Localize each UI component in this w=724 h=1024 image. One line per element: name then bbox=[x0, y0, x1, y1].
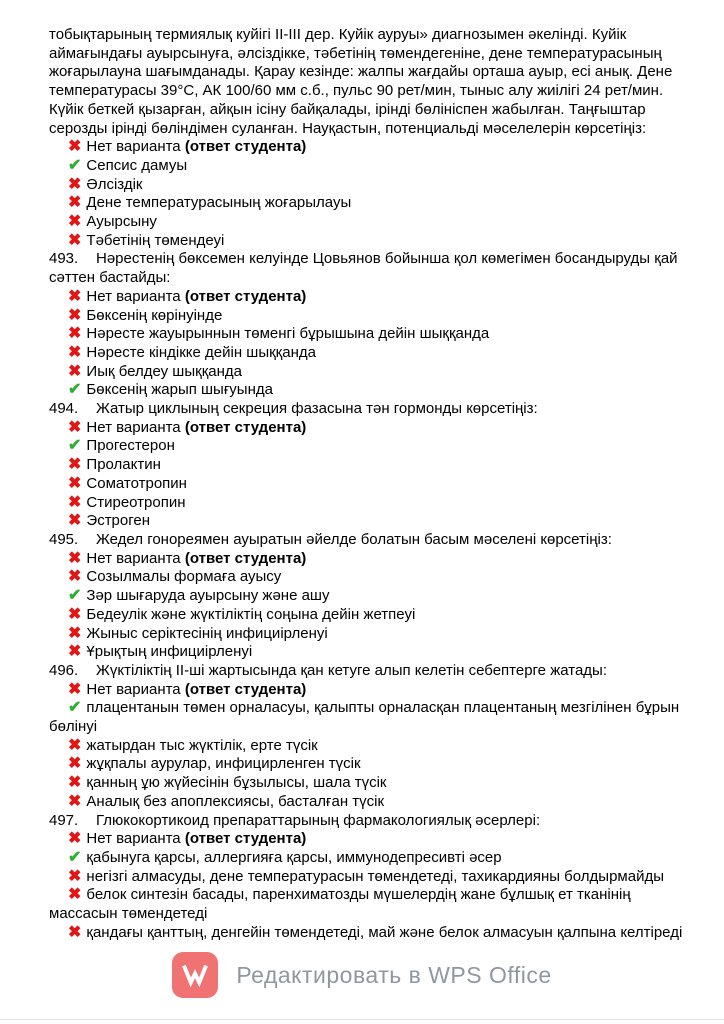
question-number: 494. bbox=[49, 400, 79, 418]
answer-option bbox=[49, 288, 683, 307]
wps-logo-icon[interactable] bbox=[172, 952, 218, 998]
cross-icon: ✖ bbox=[68, 456, 82, 474]
option-text: белок синтезін басады, паренхиматозды мүшелердің жане бұлшық ет тканінің массасын төмендетеді bbox=[49, 886, 631, 923]
page-divider bbox=[0, 1019, 724, 1020]
answer-option bbox=[49, 587, 683, 606]
question-text: Жүктіліктің II-ші жартысында қан кетуге алып келетін себептерге жатады: bbox=[96, 661, 607, 679]
check-icon: ✔ bbox=[68, 381, 82, 399]
check-icon: ✔ bbox=[68, 587, 82, 605]
question-number: 497. bbox=[49, 811, 79, 829]
answer-option bbox=[49, 568, 683, 587]
question-number: 493. bbox=[49, 250, 79, 268]
answer-option bbox=[49, 643, 683, 662]
question-text: Нәрестенің бөксемен келуінде Цовьянов бойынша қол көмегімен босандыруды қай сәттен бастайды: bbox=[49, 250, 678, 287]
answer-option bbox=[49, 606, 683, 625]
cross-icon: ✖ bbox=[68, 549, 82, 567]
cross-icon: ✖ bbox=[68, 362, 82, 380]
question-number: 495. bbox=[49, 530, 79, 548]
answer-option bbox=[49, 232, 683, 251]
cross-icon: ✖ bbox=[68, 923, 82, 941]
answer-option bbox=[49, 886, 683, 923]
option-text: Аналық без апоплексиясы, басталған түсік bbox=[86, 792, 385, 810]
cross-icon: ✖ bbox=[68, 231, 82, 249]
option-text: Тәбетінің төмендеуі bbox=[86, 231, 225, 249]
answer-option bbox=[49, 849, 683, 868]
option-text: Созылмалы формаға ауысу bbox=[86, 568, 282, 586]
check-icon: ✔ bbox=[68, 156, 82, 174]
answer-option bbox=[49, 774, 683, 793]
option-text: жатырдан тыс жүктілік, ерте түсік bbox=[86, 736, 318, 754]
intro-options bbox=[49, 138, 683, 250]
cross-icon: ✖ bbox=[68, 175, 82, 193]
option-text: Пролактин bbox=[86, 456, 161, 474]
wps-edit-label[interactable]: Редактировать в WPS Office bbox=[236, 961, 552, 988]
cross-icon: ✖ bbox=[68, 474, 82, 492]
option-text: Иық белдеу шыққанда bbox=[86, 362, 242, 380]
question-title bbox=[49, 400, 683, 419]
option-text: Ұрықтың инфициірленуі bbox=[86, 643, 253, 661]
answer-option bbox=[49, 307, 683, 326]
cross-icon: ✖ bbox=[68, 512, 82, 530]
intro-paragraph: тобықтарының термиялық куйігі II-III дер. Куйік ауруы» диагнозымен әкелінді. Куйік аймағындағы ауырсынуға, әлсіздікке, тәбетінің төмендегеніне, дене температурасының жоғарылауна шағымданады. Қарау кезінде: жалпы жағдайы орташа ауыр, есі анық. Дене температурасы 39°С, АК 100/60 мм с.б., пульс 90 рет/мин, тыныс алу жиілігі 24 рет/мин. Күйік беткей қызарған, айқын ісіну байқалады, ірінді бөлініспен жабылған. Таңғыштар серозды ірінді бөліндімен суланған. Науқастын, потенциальді мәселелерін көрсетіңіз: bbox=[49, 26, 673, 137]
answer-option bbox=[49, 363, 683, 382]
cross-icon: ✖ bbox=[68, 287, 82, 305]
option-text: Дене температурасының жоғарылауы bbox=[86, 194, 352, 212]
cross-icon: ✖ bbox=[68, 343, 82, 361]
question-title bbox=[49, 662, 683, 681]
answer-option bbox=[49, 138, 683, 157]
student-answer-label: (ответ студента) bbox=[184, 680, 307, 698]
question-text: Жатыр циклының секреция фазасына тән гормонды көрсетіңіз: bbox=[96, 400, 538, 418]
cross-icon: ✖ bbox=[68, 306, 82, 324]
answer-option bbox=[49, 456, 683, 475]
cross-icon: ✖ bbox=[68, 680, 82, 698]
question-title bbox=[49, 531, 683, 550]
student-answer-label: (ответ студента) bbox=[184, 138, 307, 156]
question-block bbox=[49, 250, 683, 400]
answer-option bbox=[49, 475, 683, 494]
answer-option bbox=[49, 625, 683, 644]
answer-option bbox=[49, 494, 683, 513]
answer-option bbox=[49, 830, 683, 849]
option-text: қабынуга қарсы, аллергияға қарсы, иммунодепресивті әсер bbox=[86, 848, 502, 866]
cross-icon: ✖ bbox=[68, 194, 82, 212]
option-text: Нет варианта bbox=[86, 680, 185, 698]
option-text: плацентанын төмен орналасуы, қалыпты орналасқан плацентаның мезгілінен бұрын бөлінуі bbox=[49, 699, 680, 736]
question-title bbox=[49, 250, 683, 287]
option-text: Ауырсыну bbox=[86, 213, 157, 231]
answer-option bbox=[49, 550, 683, 569]
student-answer-label: (ответ студента) bbox=[184, 418, 307, 436]
answer-option bbox=[49, 681, 683, 700]
option-text: Бедеулік және жүктіліктің соңына дейін жетпеуі bbox=[86, 605, 416, 623]
answer-option bbox=[49, 512, 683, 531]
answer-option bbox=[49, 755, 683, 774]
cross-icon: ✖ bbox=[68, 325, 82, 343]
questions-list bbox=[49, 250, 683, 942]
student-answer-label: (ответ студента) bbox=[184, 830, 307, 848]
option-text: Нет варианта bbox=[86, 549, 185, 567]
document-body bbox=[49, 26, 683, 942]
option-text: Нет варианта bbox=[86, 418, 185, 436]
student-answer-label: (ответ студента) bbox=[184, 549, 307, 567]
question-text: Жедел гонореямен ауыратын әйелде болатын басым мәселені көрсетіңіз: bbox=[96, 530, 612, 548]
cross-icon: ✖ bbox=[68, 213, 82, 231]
check-icon: ✔ bbox=[68, 437, 82, 455]
option-text: Бөксенің көрінуінде bbox=[86, 306, 223, 324]
option-text: Эстроген bbox=[86, 512, 151, 530]
answer-option bbox=[49, 924, 683, 943]
cross-icon: ✖ bbox=[68, 755, 82, 773]
option-text: Әлсіздік bbox=[86, 175, 143, 193]
option-text: Нәресте кіндікке дейін шыққанда bbox=[86, 343, 316, 361]
cross-icon: ✖ bbox=[68, 418, 82, 436]
question-block bbox=[49, 400, 683, 531]
cross-icon: ✖ bbox=[68, 867, 82, 885]
answer-option bbox=[49, 868, 683, 887]
answer-option bbox=[49, 793, 683, 812]
option-text: негізгі алмасуды, дене температурасын төмендетеді, тахикардияны болдырмайды bbox=[86, 867, 664, 885]
cross-icon: ✖ bbox=[68, 736, 82, 754]
option-text: қанның ұю жүйесінін бұзылысы, шала түсік bbox=[86, 774, 387, 792]
option-text: Соматотропин bbox=[86, 474, 187, 492]
check-icon: ✔ bbox=[68, 848, 82, 866]
cross-icon: ✖ bbox=[68, 830, 82, 848]
option-text: Зәр шығаруда ауырсыну және ашу bbox=[86, 587, 330, 605]
cross-icon: ✖ bbox=[68, 624, 82, 642]
answer-option bbox=[49, 157, 683, 176]
answer-option bbox=[49, 737, 683, 756]
check-icon: ✔ bbox=[68, 699, 82, 717]
option-text: Нет варианта bbox=[86, 830, 185, 848]
answer-option bbox=[49, 213, 683, 232]
answer-option bbox=[49, 699, 683, 736]
answer-option bbox=[49, 194, 683, 213]
question-number: 496. bbox=[49, 661, 79, 679]
cross-icon: ✖ bbox=[68, 886, 82, 904]
cross-icon: ✖ bbox=[68, 138, 82, 156]
answer-option bbox=[49, 176, 683, 195]
option-text: жұқпалы аурулар, инфицирленген түсік bbox=[86, 755, 361, 773]
cross-icon: ✖ bbox=[68, 568, 82, 586]
cross-icon: ✖ bbox=[68, 605, 82, 623]
student-answer-label: (ответ студента) bbox=[184, 287, 307, 305]
option-text: қандағы қанттың, денгейін төмендетеді, май және белок алмасуын қалпына келтіреді bbox=[86, 923, 683, 941]
option-text: Стиреотропин bbox=[86, 493, 186, 511]
question-text: Глюкокортикоид препараттарының фармакологиялық әсерлері: bbox=[96, 811, 541, 829]
question-title bbox=[49, 812, 683, 831]
answer-option bbox=[49, 419, 683, 438]
option-text: Нет варианта bbox=[86, 138, 185, 156]
option-text: Бөксенің жарып шығуында bbox=[86, 381, 273, 399]
wps-edit-banner[interactable] bbox=[0, 952, 724, 998]
question-block bbox=[49, 531, 683, 662]
cross-icon: ✖ bbox=[68, 792, 82, 810]
option-text: Прогестерон bbox=[86, 437, 175, 455]
option-text: Нәресте жауырыннын төменгі бұрышына дейін шыққанда bbox=[86, 325, 490, 343]
question-block bbox=[49, 812, 683, 943]
question-block bbox=[49, 662, 683, 812]
answer-option bbox=[49, 381, 683, 400]
answer-option bbox=[49, 325, 683, 344]
option-text: Нет варианта bbox=[86, 287, 185, 305]
option-text: Жыныс серіктесінің инфициірленуі bbox=[86, 624, 328, 642]
answer-option bbox=[49, 437, 683, 456]
option-text: Сепсис дамуы bbox=[86, 156, 188, 174]
answer-option bbox=[49, 344, 683, 363]
cross-icon: ✖ bbox=[68, 493, 82, 511]
cross-icon: ✖ bbox=[68, 643, 82, 661]
cross-icon: ✖ bbox=[68, 774, 82, 792]
